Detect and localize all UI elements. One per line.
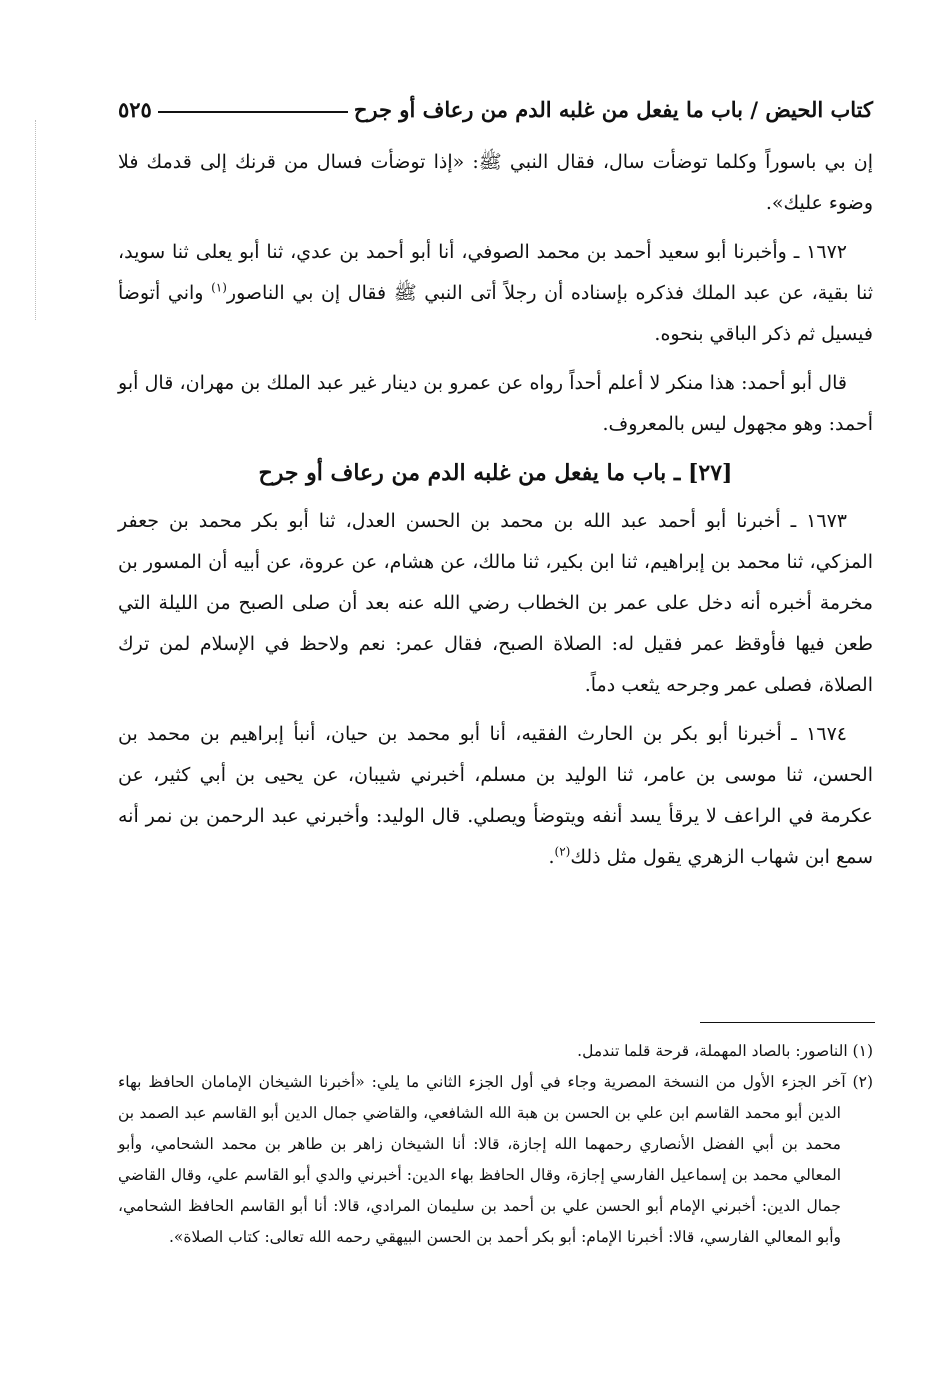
- paragraph-continuation: إن بي باسوراً وكلما توضأت سال، فقال النبي ﷺ: «إذا توضأت فسال من قرنك إلى قدمك فلا وضوء عليك».: [118, 151, 873, 214]
- footnote-separator: [700, 1022, 875, 1023]
- scan-gutter-mark: [35, 120, 37, 320]
- hadith-1674: [118, 714, 873, 878]
- hadith-1674-text-end: .: [548, 846, 555, 868]
- footnote-1: (١) الناصور: بالصاد المهملة، قرحة قلما تندمل.: [577, 1042, 873, 1060]
- header-rule: [158, 111, 348, 113]
- footnote-2: (٢) آخر الجزء الأول من النسخة المصرية وجاء في أول الجزء الثاني ما يلي: «أخبرنا الشيخان الإمامان الحافظ بهاء الدين أبو محمد القاسم ابن علي بن الحسن بن هبة الله الشافعي، والقاضي جمال الدين أبو القاسم عبد الصمد بن محمد بن أبي الفضل الأنصاري رحمهما الله إجازة، قالا: أنا الشيخان زاهر بن طاهر بن محمد الشحامي، وأبو المعالي محمد بن إسماعيل الفارسي إجازة، وقال الحافظ بهاء الدين: أخبرني والدي أبو القاسم علي، وقال القاضي جمال الدين: أخبرني الإمام أبو الحسن علي بن أحمد بن سليمان المرادي، قالا: أنا أبو القاسم الحافظ الشحامي، وأبو المعالي الفارسي، قالا: أخبرنا الإمام: أبو بكر أحمد بن الحسن البيهقي رحمه الله تعالى: كتاب الصلاة».: [118, 1073, 873, 1246]
- footnote-ref-1[interactable]: (١): [211, 280, 227, 295]
- footnotes: [118, 1036, 873, 1253]
- running-title: كتاب الحيض / باب ما يفعل من غلبه الدم من رعاف أو جرح: [353, 97, 873, 122]
- hadith-1672-text: ١٦٧٢ ـ وأخبرنا أبو سعيد أحمد بن محمد الصوفي، أنا أبو أحمد بن عدي، ثنا أبو يعلى ثنا سويد، ثنا بقية، عن عبد الملك فذكره بإسناده أن رجلاً أتى النبي ﷺ فقال إن بي الناصور: [118, 241, 873, 304]
- hadith-1672-text-end: واني أتوضأ فيسيل ثم ذكر الباقي بنحوه.: [118, 282, 873, 345]
- footnote-ref-2[interactable]: (٢): [554, 844, 571, 859]
- hadith-1673: ١٦٧٣ ـ أخبرنا أبو أحمد عبد الله بن محمد بن الحسن العدل، ثنا أبو بكر محمد بن جعفر المزكي، ثنا محمد بن إبراهيم، ثنا ابن بكير، ثنا مالك، عن هشام، عن عروة، عن أبيه أن المسور بن مخرمة أخبره أنه دخل على عمر بن الخطاب رضي الله عنه بعد أن صلى الصبح من الليلة التي طعن فيها فأوقظ عمر فقيل له: الصلاة الصبح، فقال عمر: نعم ولاحظ في الإسلام لمن ترك الصلاة، فصلى عمر وجرحه يثعب دماً.: [118, 510, 873, 696]
- running-header: [118, 88, 873, 122]
- page-number: ٥٢٥: [118, 97, 152, 122]
- section-heading: [٢٧] ـ باب ما يفعل من غلبه الدم من رعاف أو جرح: [258, 460, 733, 486]
- hadith-1672: [118, 232, 873, 355]
- hadith-1674-text: ١٦٧٤ ـ أخبرنا أبو بكر بن الحارث الفقيه، أنا أبو محمد بن حيان، أنبأ إبراهيم بن محمد بن الحسن، ثنا موسى بن عامر، ثنا الوليد بن مسلم، أخبرني شيبان، عن يحيى بن أبي كثير، عن عكرمة في الراعف لا يرقأ يسد أنفه ويتوضأ ويصلي. قال الوليد: وأخبرني عبد الرحمن بن نمر أنه سمع ابن شهاب الزهري يقول مثل ذلك: [118, 723, 873, 868]
- main-text: [118, 142, 873, 886]
- commentary-abu-ahmad: قال أبو أحمد: هذا منكر لا أعلم أحداً رواه عن عمرو بن دينار غير عبد الملك بن مهران، قال أبو أحمد: وهو مجهول ليس بالمعروف.: [118, 372, 873, 435]
